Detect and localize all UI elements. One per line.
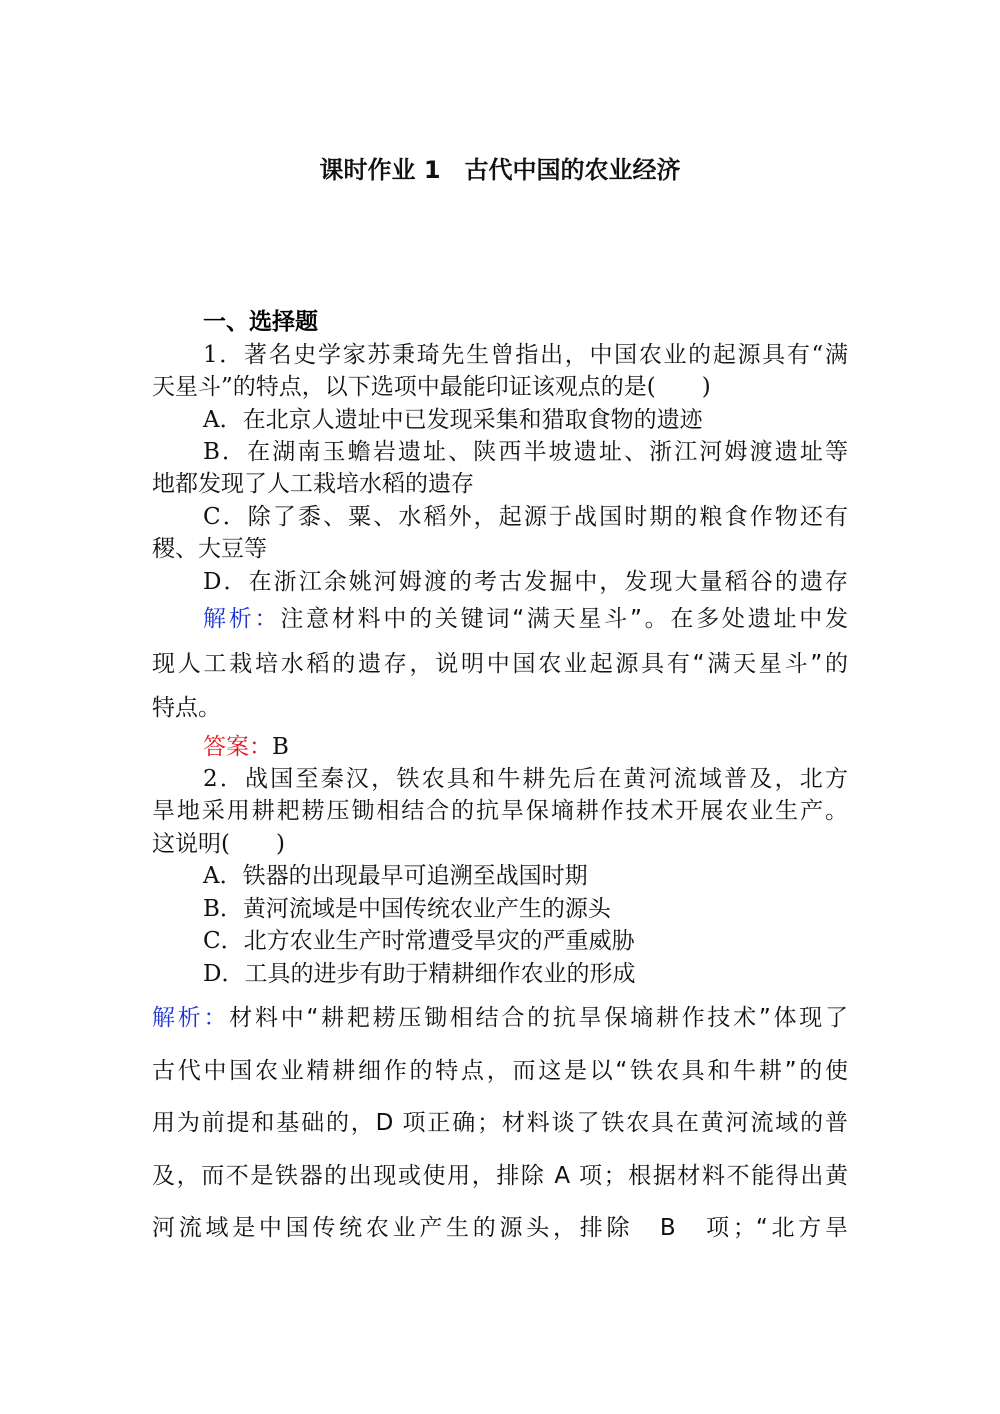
q1-analysis-text: 注意材料中的关键词“满天星斗”。在多处遗址中发 [280,606,849,632]
q2-option-d: D．工具的进步有助于精耕细作农业的形成 [203,961,636,987]
q1-analysis-line1 [203,603,848,635]
q2-analysis-line1 [152,1002,848,1034]
q1-option-a: A．在北京人遗址中已发现采集和猎取食物的遗迹 [203,407,703,433]
q1-analysis-label: 解析： [203,606,281,632]
q1-option-d: D．在浙江余姚河姆渡的考古发掘中，发现大量稻谷的遗存 [203,569,848,595]
q2-analysis-line3: 用为前提和基础的，D 项正确；材料谈了铁农具在黄河流域的普 [152,1110,848,1136]
page-title: 课时作业 1 古代中国的农业经济 [319,156,681,184]
q1-answer-label: 答案： [203,734,272,760]
q2-option-c: C．北方农业生产时常遭受旱灾的严重威胁 [203,928,635,954]
q2-stem-line2: 旱地采用耕耙耢压锄相结合的抗旱保墒耕作技术开展农业生产。 [152,798,848,824]
q2-option-b: B．黄河流域是中国传统农业产生的源头 [203,896,611,922]
q1-stem-line2: 天星斗”的特点，以下选项中最能印证该观点的是( ) [152,374,711,400]
section-heading: 一、选择题 [203,309,318,335]
q2-analysis-line5: 河流域是中国传统农业产生的源头，排除 B 项；“北方旱 [152,1215,848,1241]
q1-analysis-line3: 特点。 [152,695,221,721]
q2-stem-line3: 这说明( ) [152,831,285,857]
q1-option-c-line2: 稷、大豆等 [152,536,267,562]
q1-option-b-line1: B．在湖南玉蟾岩遗址、陕西半坡遗址、浙江河姆渡遗址等 [203,439,848,465]
q2-option-a: A．铁器的出现最早可追溯至战国时期 [203,863,588,889]
q1-stem-line1: 1．著名史学家苏秉琦先生曾指出，中国农业的起源具有“满 [203,342,848,368]
q1-answer-value: B [272,734,289,760]
q2-analysis-label: 解析： [152,1005,230,1031]
q1-option-c-line1: C．除了黍、粟、水稻外，起源于战国时期的粮食作物还有 [203,504,848,530]
q1-analysis-line2: 现人工栽培水稻的遗存，说明中国农业起源具有“满天星斗”的 [152,651,848,677]
q1-option-b-line2: 地都发现了人工栽培水稻的遗存 [152,471,474,497]
q1-answer [203,731,289,763]
q2-analysis-line4: 及，而不是铁器的出现或使用，排除 A 项；根据材料不能得出黄 [152,1163,848,1189]
q2-analysis-line2: 古代中国农业精耕细作的特点，而这是以“铁农具和牛耕”的使 [152,1058,848,1084]
q2-stem-line1: 2．战国至秦汉，铁农具和牛耕先后在黄河流域普及，北方 [203,766,848,792]
q2-analysis-text: 材料中“耕耙耢压锄相结合的抗旱保墒耕作技术”体现了 [229,1005,848,1031]
